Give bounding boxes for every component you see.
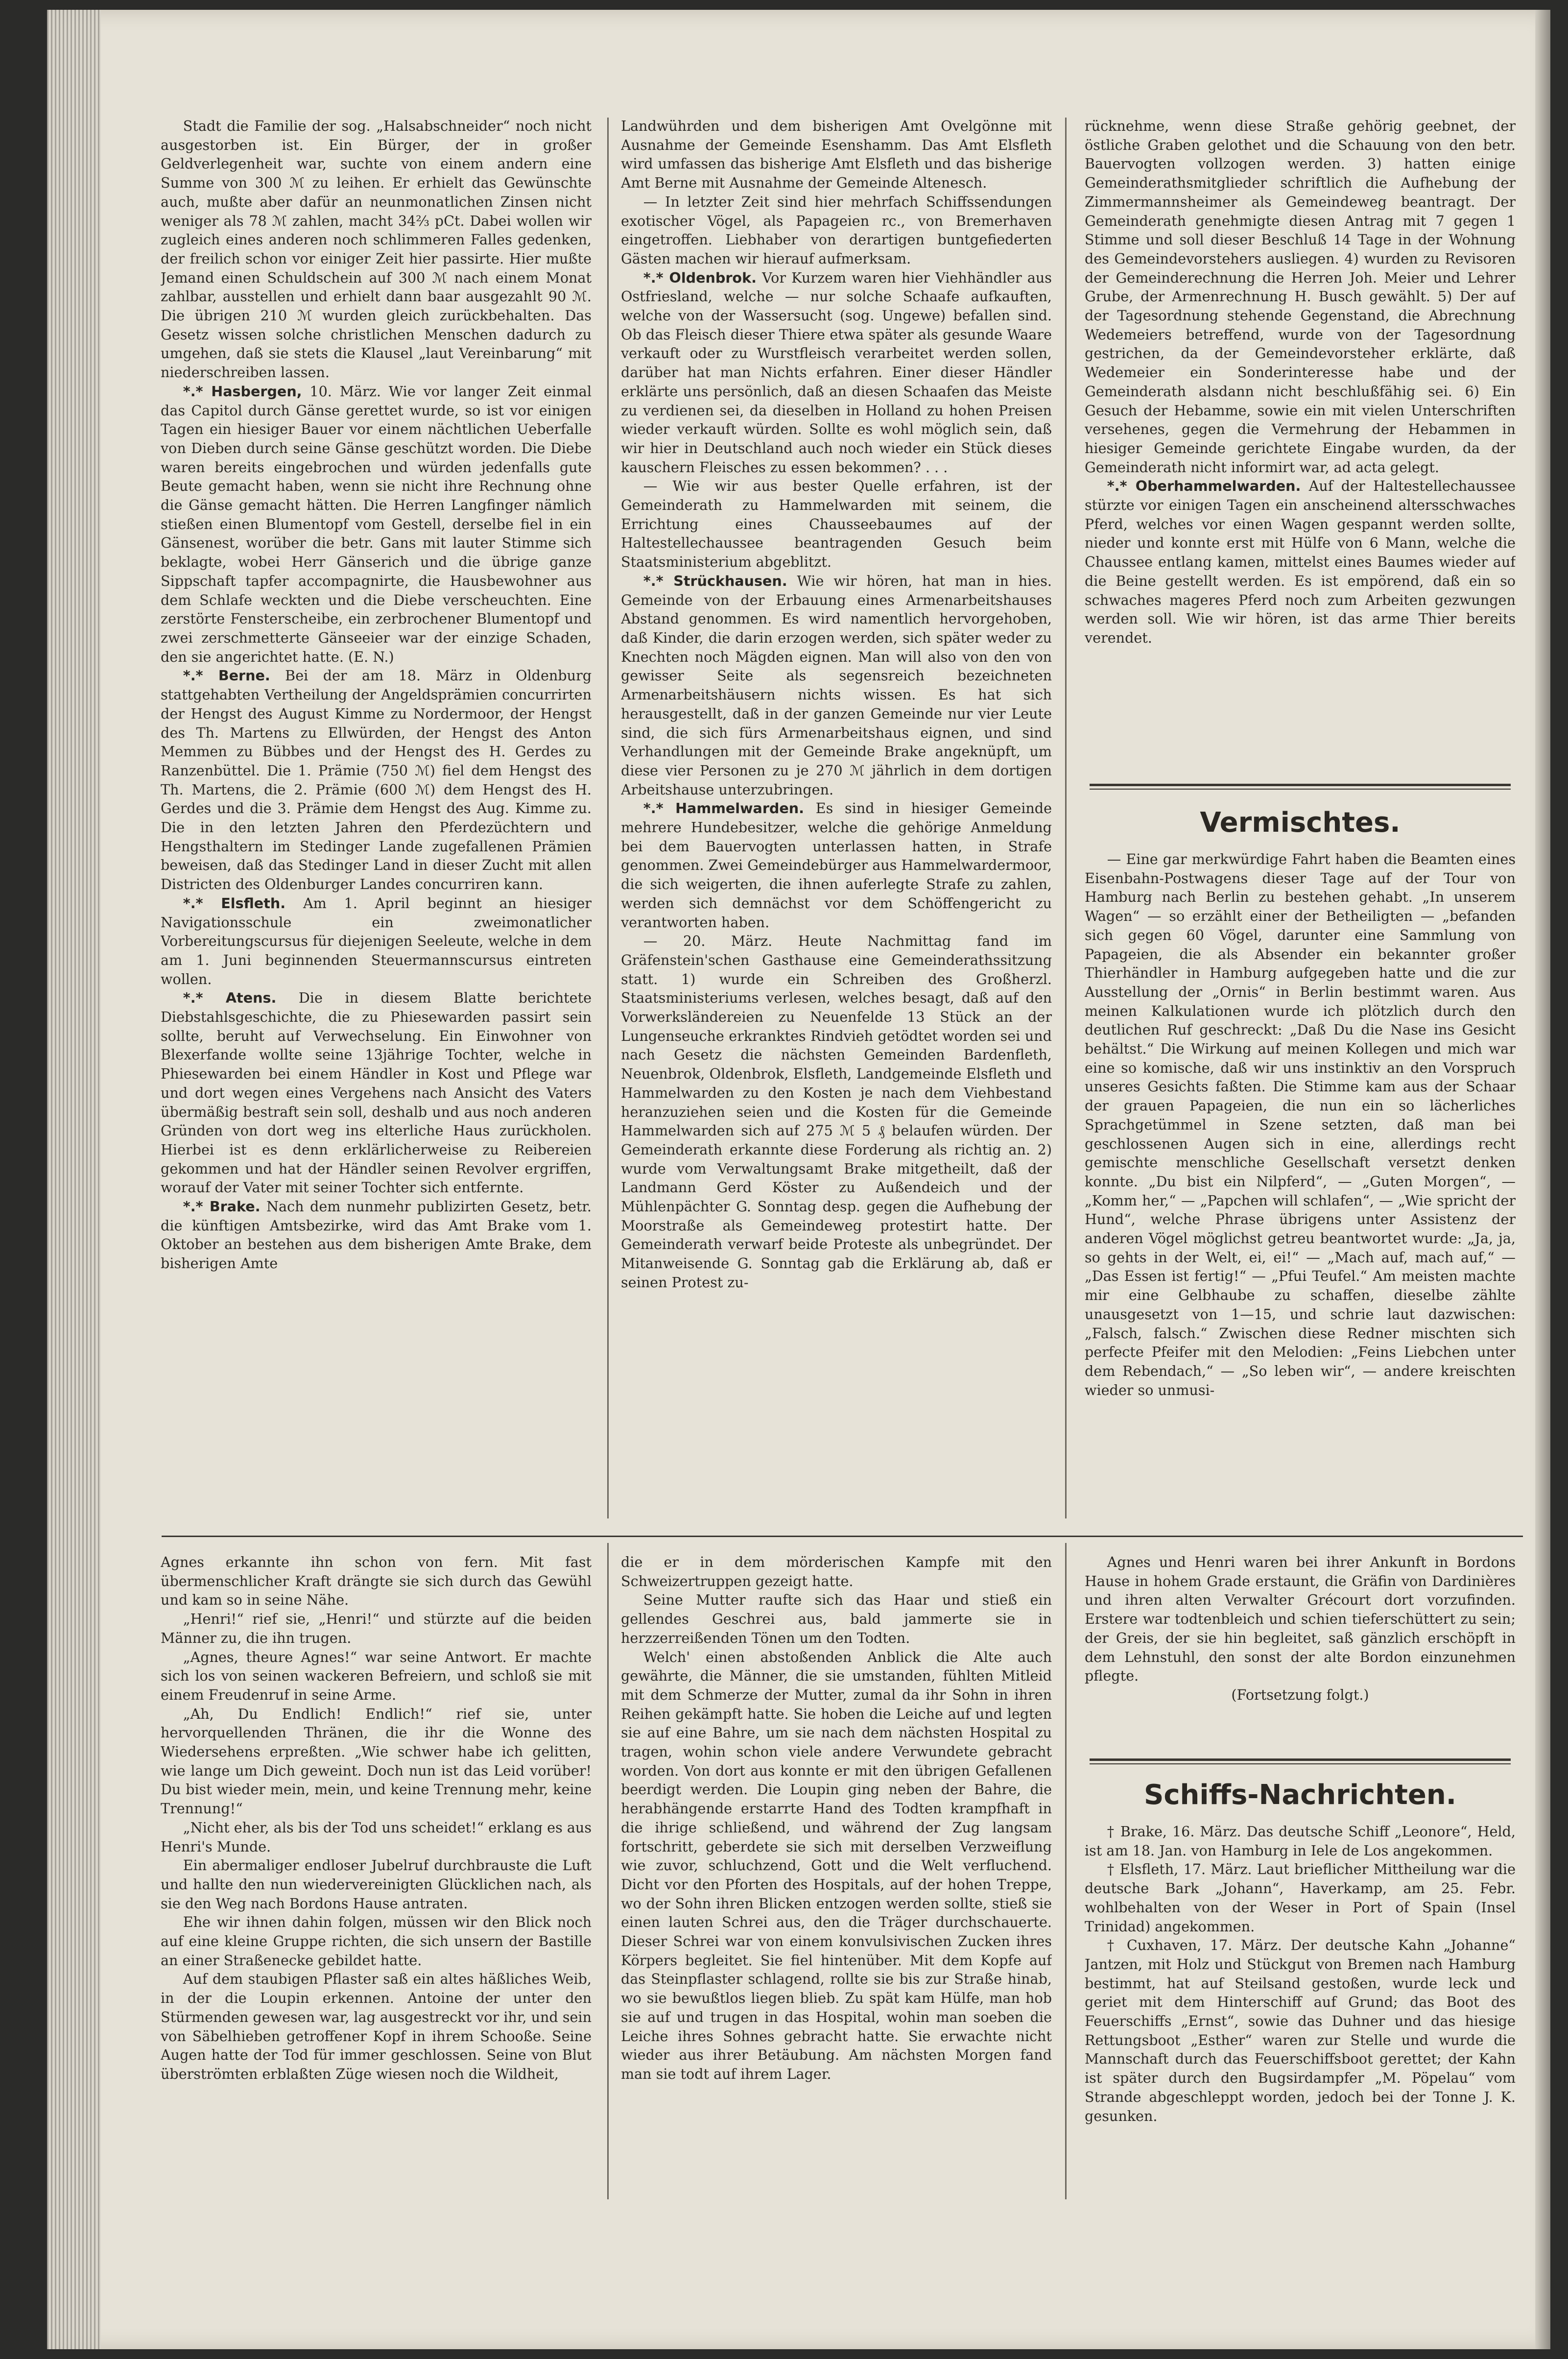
paragraph-text: Agnes erkannte ihn schon von fern. Mit fast übermenschlicher Kraft drängte sie sich durch das Gewühl und kam so in seine Nähe. [161,1554,592,1609]
paragraph [161,894,592,989]
section-rule [1090,1763,1511,1764]
feuilleton-column-1 [161,1553,592,2199]
feuilleton-rule [162,1536,1523,1537]
paragraph-text: Auf der Haltestellechaussee stürzte vor einigen Tagen ein anscheinend altersschwaches Pferd, welches vor einen Wagen gespannt werden sollte, nieder und konnte erst mit Hülfe von 6 Mann, welche die Chaussee entlang kamen, mittelst eines Baumes wieder auf die Beine gestellt werden. Es ist empörend, daß ein so schwaches mageres Pferd noch zum Arbeiten gezwungen werden soll. Wie wir hören, ist das arme Thier bereits verendet. [1085,478,1516,646]
paragraph [1085,1936,1516,2125]
paragraph-text: „Nicht eher, als bis der Tod uns scheidet!“ erklang es aus Henri's Munde. [161,1819,592,1855]
paragraph [161,117,592,382]
paragraph-text: Die in diesem Blatte berichtete Diebstahlsgeschichte, die zu Phiesewarden passirt sein sollte, beruht auf Verwechselung. Ein Einwohner von Blexerfande wollte seine 13jährige Tochter, welche in Phiesewarden bei einem Händler in Kost und Pflege war und dort wegen eines Vergehens nach Ansicht des Vaters übermäßig bestraft sein soll, deshalb und aus noch anderen Gründen von dort weg ins elterliche Haus zurückholen. Hierbei ist es denn erklärlicherweise zu Reibereien gekommen und hat der Händler seinen Revolver ergriffen, worauf der Vater mit seiner Tochter sich entfernte. [161,989,592,1196]
paragraph [621,1553,1052,1590]
article-column-1 [161,117,592,1522]
paragraph-text: die er in dem mörderischen Kampfe mit den Schweizertruppen gezeigt hatte. [621,1554,1052,1589]
dateline: *.* Hammelwarden. [643,800,804,817]
paragraph-text: Seine Mutter raufte sich das Haar und stieß ein gellendes Geschrei aus, bald jammerte sie in herzzerreißenden Tönen um den Todten. [621,1591,1052,1646]
column-divider [1065,1543,1067,2199]
paragraph [161,1610,592,1647]
section-rule [1090,789,1511,790]
paragraph [621,799,1052,932]
paragraph-text: — In letzter Zeit sind hier mehrfach Schiffssendungen exotischer Vögel, als Papageien rc., von Bremerhaven eingetroffen. Liebhaber von derartigen buntgefiederten Gästen machen wir hierauf aufmerksam. [621,193,1052,267]
paragraph-text: (Fortsetzung folgt.) [1231,1686,1369,1703]
vermischtes-article [1085,850,1516,1399]
section-title-vermischtes: Vermischtes. [1200,807,1401,839]
paragraph-text: Bei der am 18. März in Oldenburg stattgehabten Vertheilung der Angeldsprämien concurrirten der Hengst des August Kimme zu Nordermoor, der Hengst des Th. Martens zu Ellwürden, der Hengst des Anton Memmen zu Bübbes und der Hengst des H. Gerdes zu Ranzenbüttel. Die 1. Prämie (750 ℳ) fiel dem Hengst des Th. Martens, die 2. Prämie (600 ℳ) dem Hengst des H. Gerdes und die 3. Prämie dem Hengst des Aug. Kimme zu. Die in den letzten Jahren den Pferdezüchtern und Hengsthaltern im Stedinger Lande zugefallenen Prämien beweisen, daß das Stedinger Land in dieser Zucht mit allen Districten des Oldenburger Landes concurriren kann. [161,667,592,893]
paragraph-text: Agnes und Henri waren bei ihrer Ankunft in Bordons Hause in hohem Grade erstaunt, die Gräfin von Dardinières und ihren alten Verwalter Grécourt dort vorzufinden. Erstere war todtenbleich und schien tieferschüttert zu sein; der Greis, der sie hin begleitet, saß gänzlich erschöpft in dem Lehnstuhl, den sonst der alte Bordon einzunehmen pflegte. [1085,1554,1516,1685]
paragraph-text: — 20. März. Heute Nachmittag fand im Gräfenstein'schen Gasthause eine Gemeinderathssitzung statt. 1) wurde ein Schreiben des Großherzl. Staatsministeriums verlesen, welches besagt, daß auf den Vorwerksländereien zu Neuenfelde 13 Stück an der Lungenseuche erkranktes Rindvieh getödtet worden sei und nach Gesetz die nächsten Gemeinden Bardenfleth, Neuenbrok, Oldenbrok, Elsfleth, Landgemeinde Elsfleth und Hammelwarden zu den Kosten je nach dem Viehbestand heranzuziehen seien und die Kosten für die Gemeinde Hammelwarden sich auf 275 ℳ 5 ₰ belaufen würden. Der Gemeinderath erkannte diese Forderung als richtig an. 2) wurde vom Verwaltungsamt Brake mitgetheilt, daß der Landmann Gerd Köster zu Außendeich und der Mühlenpächter G. Sonntag desp. gegen die Aufhebung der Moorstraße als Gemeindeweg protestirt hatte. Der Gemeinderath verwarf beide Proteste als unbegründet. Der Mitanweisende G. Sonntag gab die Erklärung ab, daß er seinen Protest zu- [621,933,1052,1291]
paragraph-text: † Brake, 16. März. Das deutsche Schiff „Leonore“, Held, ist am 18. Jan. von Hamburg in Iele de Los angekommen. [1085,1823,1516,1859]
paragraph [161,1648,592,1705]
dateline: *.* Oberhammelwarden. [1107,478,1301,495]
paragraph-text: Vor Kurzem waren hier Viehhändler aus Ostfriesland, welche — nur solche Schaafe aufkauften, welche von der Wassersucht (sog. Ungewe) befallen sind. Ob das Fleisch dieser Thiere etwa später als gesunde Waare verkauft oder zu Wurstfleisch verarbeitet werden sollen, darüber hat man Nichts erfahren. Einer dieser Händler erklärte uns persönlich, daß an diesen Schaafen das Meiste zu verdienen sei, da dieselben in Holland zu hohen Preisen wieder verkauft würden. Sollte es wohl möglich sein, daß wir hier in Deutschland auch noch wieder ein Stück dieses kauschern Fleisches zu essen bekommen? . . . [621,269,1052,476]
paragraph [621,477,1052,572]
section-rule [1090,1758,1511,1761]
paragraph-text: rücknehme, wenn diese Straße gehörig geebnet, der östliche Graben gelothet und die Schauung von den betr. Bauervogten vollzogen werden. 3) hatten einige Gemeinderathsmitglieder schriftlich die Aufhebung der Zimmermannsheimer als Gemeindeweg beantragt. Der Gemeinderath genehmigte diesen Antrag mit 7 gegen 1 Stimme und soll dieser Beschluß 14 Tage in der Wohnung des Gemeindevorstehers ausliegen. 4) wurden zu Revisoren der Gemeinderechnung die Herren Joh. Meier und Lehrer Grube, der Armenrechnung H. Busch gewählt. 5) Der auf der Tagesordnung stehende Gegenstand, die Abrechnung Wedemeiers betreffend, wurde von der Tagesordnung gestrichen, da der Gemeindevorsteher erklärte, daß Wedemeier ein Sonderinteresse habe und der Gemeinderath alsdann nicht beschlußfähig sei. 6) Ein Gesuch der Hebamme, sowie ein mit vielen Unterschriften versehenes, gegen die Vermehrung der Hebammen in hiesiger Gemeinde gerichtete Eingabe wurden, da der Gemeinderath nicht informirt war, ad acta gelegt. [1085,118,1516,476]
paragraph [621,572,1052,799]
paragraph [621,117,1052,193]
paragraph-text: Welch' einen abstoßenden Anblick die Alte auch gewährte, die Männer, die sie umstanden, fühlten Mitleid mit dem Schmerze der Mutter, zumal da ihr Sohn in ihren Reihen gekämpft hatte. Sie hoben die Leiche auf und legten sie auf eine Bahre, um sie nach dem nächsten Hospital zu tragen, wohin schon viele andere Verwundete gebracht worden. Von dort aus konnte er mit den übrigen Gefallenen beerdigt werden. Die Loupin ging neben der Bahre, die herabhängende erstarrte Hand des Todten krampfhaft in die ihrige schließend, und während der Zug langsam fortschritt, geberdete sie sich mit derselben Verzweiflung wie zuvor, schluchzend, Gott und die Welt verfluchend. Dicht vor den Pforten des Hospitals, auf der hohen Treppe, wo der Sohn ihren Blicken entzogen werden sollte, stieß sie einen lauten Schrei aus, den die Träger durchschauerte. Dieser Schrei war von einem konvulsivischen Zucken ihres Körpers begleitet. Sie fiel hintenüber. Mit dem Kopfe auf das Steinpflaster schlagend, rollte sie bis zur Straße hinab, wo sie bewußtlos liegen blieb. Zu spät kam Hülfe, man hob sie auf und trugen in das Hospital, wohin man soeben die Leiche ihres Sohnes gebracht hatte. Sie erwachte nicht wieder aus ihrer Betäubung. Am nächsten Morgen fand man sie todt auf ihrem Lager. [621,1648,1052,2082]
dateline: *.* Berne. [183,667,270,684]
column-divider [607,118,609,1518]
paragraph-text: Landwührden und dem bisherigen Amt Ovelgönne mit Ausnahme der Gemeinde Esenshamm. Das Amt Elsfleth wird umfassen das bisherige Amt Elsfleth und das bisherige Amt Berne mit Ausnahme der Gemeinde Altenesch. [621,118,1052,192]
paragraph-text: „Agnes, theure Agnes!“ war seine Antwort. Er machte sich los von seinen wackeren Befreiern, und schloß sie mit einem Freudenruf in seine Arme. [161,1648,592,1703]
paragraph [1085,1553,1516,1685]
schiffs-nachrichten-section [1085,1768,1516,2199]
paragraph-text: Auf dem staubigen Pflaster saß ein altes häßliches Weib, in der die Loupin erkennen. Antoine der unter den Stürmenden gewesen war, lag ausgestreckt vor ihr, und sein von Säbelhieben getroffener Kopf in ihrem Schooße. Seine Augen hatte der Tod für immer geschlossen. Seine von Blut überströmten erblaßten Züge wiesen noch die Wildheit, [161,1971,592,2082]
paragraph [161,1970,592,2083]
dateline: *.* Hasbergen, [183,383,302,400]
paragraph [1085,850,1516,1399]
page-right-edge [1535,10,1550,2349]
paragraph-text: † Elsfleth, 17. März. Laut brieflicher Mittheilung war die deutsche Bark „Johann“, Haverkamp, am 25. Febr. wohlbehalten von der Weser in Port of Spain (Insel Trinidad) angekommen. [1085,1861,1516,1935]
paragraph-text: Wie wir hören, hat man in hies. Gemeinde von der Erbauung eines Armenarbeitshauses Abstand genommen. Es wird namentlich hervorgehoben, daß Kinder, die darin erzogen werden, sich später weder zu Knechten noch Mägden eignen. Man will also von den von gewisser Seite als segensreich bezeichneten Armenarbeitshäusern nichts wissen. Es hat sich herausgestellt, daß in der ganzen Gemeinde nur vier Leute sind, die sich fürs Armenarbeitshaus eignen, und sind Verhandlungen mit der Gemeinde Brake angeknüpft, um diese vier Personen zu je 270 ℳ jährlich in dem dortigen Arbeitshause unterzubringen. [621,572,1052,798]
dateline: *.* Strückhausen. [643,572,787,589]
paragraph [161,1818,592,1856]
paragraph-text: „Henri!“ rief sie, „Henri!“ und stürzte auf die beiden Männer zu, die ihn trugen. [161,1611,592,1646]
paragraph [161,666,592,893]
paragraph [621,268,1052,477]
column-divider [607,1543,609,2199]
paragraph [161,382,592,667]
paragraph-text: — Eine gar merkwürdige Fahrt haben die Beamten eines Eisenbahn-Postwagens dieser Tage auf der Tour von Hamburg nach Berlin zu bestehen gehabt. „In unserem Wagen“ — so erzählt einer der Betheiligten — „befanden sich gegen 60 Vögel, darunter eine Sammlung von Papageien, die als Absender ein bekannter großer Thierhändler in Hamburg aufgegeben hatte und die zur Ausstellung der „Ornis“ in Berlin bestimmt waren. Aus meinen Kalkulationen wurde ich plötzlich durch den deutlichen Ruf geschreckt: „Daß Du die Nase ins Gesicht behältst.“ Die Wirkung auf meinen Kollegen und mich war eine so komische, daß wir uns instinktiv an den Vorspruch unseres Gesichts faßten. Die Stimme kam aus der Schaar der grauen Papageien, die nun ein so lächerliches Sprachgetümmel in Szene setzten, daß man bei geschlossenen Augen sich in eine, allerdings recht gemischte menschliche Gesellschaft versetzt denken konnte. „Du bist ein Nilpferd“, — „Guten Morgen“, — „Komm her,“ — „Papchen will schlafen“, — „Wie spricht der Hund“, welche Phrase übrigens unter Assistenz der anderen Vögel möglichst getreu beantwortet wurde: „Ja, ja, so gehts in der Welt, ei, ei!“ — „Mach auf, mach auf,“ — „Das Essen ist fertig!“ — „Pfui Teufel.“ Am meisten machte mir eine Gelbhaube zu schaffen, dieselbe zählte unausgesetzt von 1—15, und schrie laut dazwischen: „Falsch, falsch.“ Zwischen diese Redner mischten sich perfecte Pfeifer mit den Melodien: „Feins Liebchen unter dem Rebendach,“ — „So leben wir“, — andere kreischten wieder so unmusi- [1085,851,1516,1398]
paragraph-text: Am 1. April beginnt an hiesiger Navigationsschule ein zweimonatlicher Vorbereitungscursus für diejenigen Seeleute, welche in dem am 1. Juni beginnenden Steuermannscursus eintreten wollen. [161,894,592,987]
article-column-3 [1085,117,1516,775]
paragraph-text: „Ah, Du Endlich! Endlich!“ rief sie, unter hervorquellenden Thränen, die ihr die Wonne des Wiedersehens erpreßten. „Wie schwer habe ich gelitten, wie lange um Dich geweint. Doch nun ist das Leid vorüber! Du bist wieder mein, mein, und keine Trennung mehr, keine Trennung!“ [161,1705,592,1817]
paragraph [621,932,1052,1292]
paragraph-text: † Cuxhaven, 17. März. Der deutsche Kahn „Johanne“ Jantzen, mit Holz und Stückgut von Bremen nach Hamburg bestimmt, hat auf Steilsand gestoßen, wurde leck und geriet mit dem Hinterschiff auf Grund; das Boot des Feuerschiffs „Ernst“, sowie das Duhner und das hiesige Rettungsboot „Esther“ waren zur Stelle und wurde die Mannschaft durch das Feuerschiffsboot gerettet; der Kahn ist später durch den Bugsirdampfer „M. Pöpelau“ vom Strande abgeschleppt worden, jedoch bei der Tonne J. K. gesunken. [1085,1937,1516,2124]
paragraph [1085,1685,1516,1705]
dateline: *.* Oldenbrok. [643,269,757,286]
paragraph [1085,1860,1516,1936]
dateline: *.* Elsfleth. [183,894,286,912]
vermischtes-section [1085,796,1516,1526]
paragraph [161,1913,592,1970]
paragraph-text: 10. März. Wie vor langer Zeit einmal das Capitol durch Gänse gerettet wurde, so ist vor einigen Tagen ein hiesiger Bauer vor einem nächtlichen Ueberfalle von Dieben durch seine Gänse geschützt worden. Die Diebe waren bereits eingebrochen und würden jedenfalls gute Beute gemacht haben, wenn sie nicht ihre Rechnung ohne die Gänse gemacht hätten. Die Herren Langfinger nämlich stießen einen Blumentopf vom Gestell, derselbe fiel in ein Gänsenest, worüber die betr. Gans mit lauter Stimme sich beklagte, wobei Herr Gänserich und die übrige ganze Sippschaft tapfer accompagnirte, die Hausbewohner aus dem Schlafe weckten und die Diebe verscheuchten. Eine zerstörte Fensterscheibe, ein zerbrochener Blumentopf und zwei zerschmetterte Gänseeier war der einzige Schaden, den sie angerichtet hatte. (E. N.) [161,383,592,665]
paragraph-text: Nach dem nunmehr publizirten Gesetz, betr. die künftigen Amtsbezirke, wird das Amt Brake vom 1. Oktober an bestehen aus dem bisherigen Amte Brake, dem bisherigen Amte [161,1198,592,1272]
paragraph-text: Ein abermaliger endloser Jubelruf durchbrauste die Luft und hallte den nun wiedervereinigten Glücklichen nach, als sie den Weg nach Bordons Hause antraten. [161,1857,592,1912]
feuilleton-column-2 [621,1553,1052,2199]
paragraph [1085,477,1516,647]
feuilleton-column-3 [1085,1553,1516,1754]
paragraph-text: Stadt die Familie der sog. „Halsabschneider“ noch nicht ausgestorben ist. Ein Bürger, der in großer Geldverlegenheit war, suchte von einem andern eine Summe von 300 ℳ zu leihen. Er erhielt das Gewünschte auch, mußte aber dafür an neunmonatlichen Zinsen nicht weniger als 78 ℳ zahlen, macht 34⅔ pCt. Dabei wollen wir zugleich eines anderen noch schlimmeren Falles gedenken, der freilich schon vor einiger Zeit hier passirte. Hier mußte Jemand einen Schuldschein auf 300 ℳ nach einem Monat zahlbar, ausstellen und erhielt dann baar ausgezahlt 90 ℳ. Die übrigen 210 ℳ wurden gleich zurückbehalten. Das Gesetz wissen solche christlichen Menschen dadurch zu umgehen, daß sie stets die Klausel „laut Vereinbarung“ mit niederschreiben lassen. [161,118,592,381]
paragraph [621,1648,1052,2084]
paragraph [161,988,592,1197]
paragraph [1085,117,1516,477]
paragraph [161,1856,592,1913]
paragraph [161,1553,592,1610]
schiffs-nachrichten-list [1085,1822,1516,2125]
paragraph-text: Es sind in hiesiger Gemeinde mehrere Hundebesitzer, welche die gehörige Anmeldung bei dem Bauervogten unterlassen hatten, in Strafe genommen. Zwei Gemeindebürger aus Hammelwardermoor, die sich weigerten, die ihnen auferlegte Strafe zu zahlen, werden sich demnächst vor dem Schöffengericht zu verantworten haben. [621,800,1052,931]
paragraph [161,1705,592,1818]
paragraph [1085,1822,1516,1860]
paragraph [621,193,1052,268]
dateline: *.* Brake. [183,1198,261,1215]
article-column-2 [621,117,1052,1522]
paragraph [621,1590,1052,1647]
section-title-schiffs-nachrichten: Schiffs-Nachrichten. [1143,1779,1456,1811]
section-rule [1090,784,1511,786]
paragraph-text: Ehe wir ihnen dahin folgen, müssen wir den Blick noch auf eine kleine Gruppe richten, die sich unsern der Bastille an einer Straßenecke gebildet hatte. [161,1914,592,1969]
dateline: *.* Atens. [183,989,277,1007]
paragraph-text: — Wie wir aus bester Quelle erfahren, ist der Gemeinderath zu Hammelwarden mit seinem, die Errichtung eines Chausseebaumes auf der Haltestellechaussee beantragenden Gesuch beim Staatsministerium abgeblitzt. [621,478,1052,571]
paragraph [161,1197,592,1273]
book-binding-edge [47,10,101,2349]
column-divider [1065,118,1067,1518]
